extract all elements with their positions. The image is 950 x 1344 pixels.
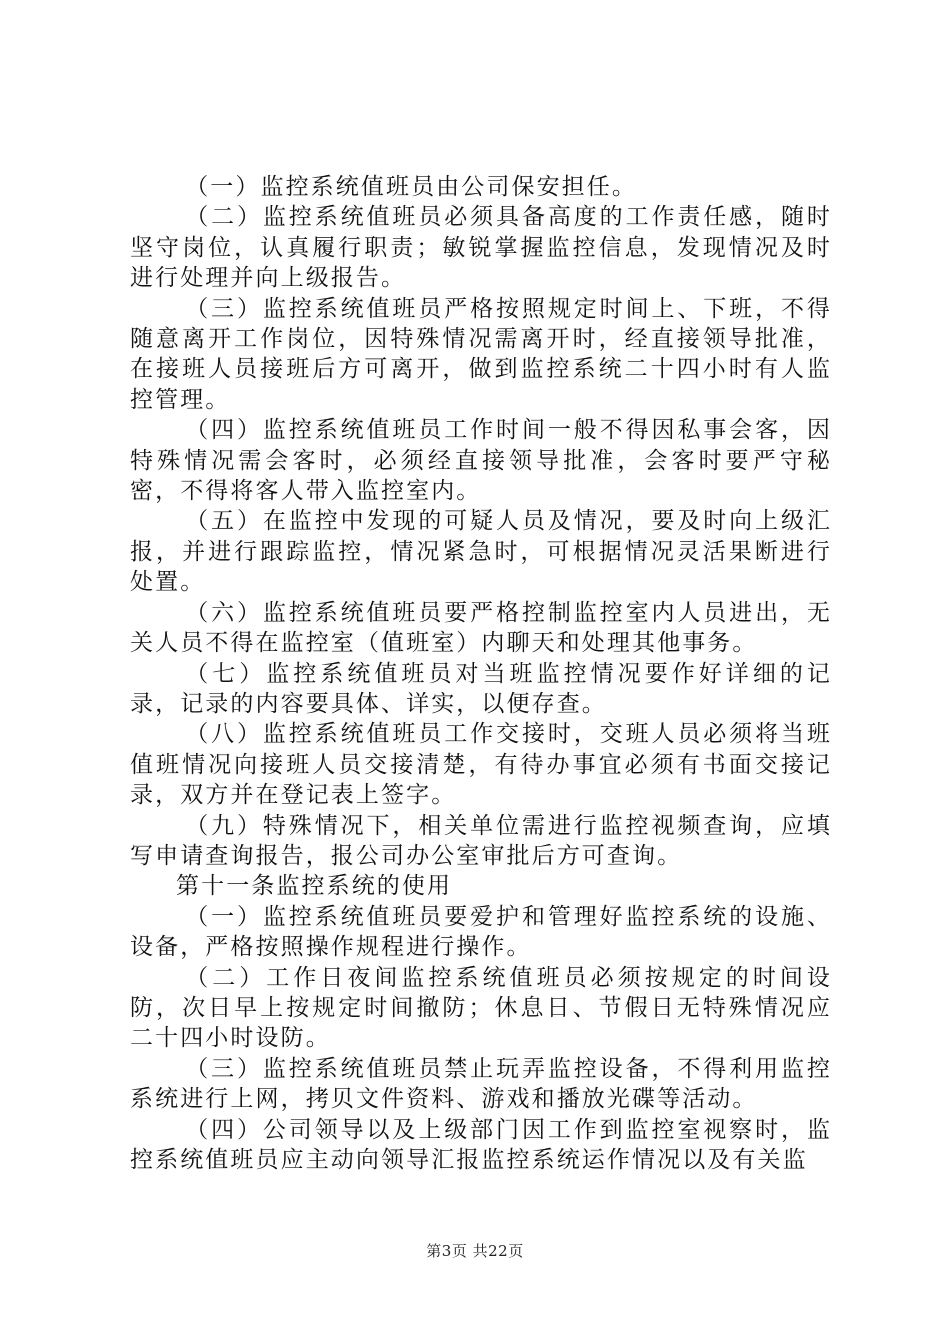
- paragraph-4: （四）监控系统值班员工作时间一般不得因私事会客，因特殊情况需会客时，必须经直接领导批准，会客时要严守秘密，不得将客人带入监控室内。: [130, 417, 832, 505]
- paragraph-2: （二）监控系统值班员必须具备高度的工作责任感，随时坚守岗位，认真履行职责；敏锐掌握监控信息，发现情况及时进行处理并向上级报告。: [130, 204, 832, 292]
- paragraph-9: （九）特殊情况下，相关单位需进行监控视频查询，应填写申请查询报告，报公司办公室审批后方可查询。: [130, 812, 832, 869]
- paragraph-13: （四）公司领导以及上级部门因工作到监控室视察时，监控系统值班员应主动向领导汇报监控系统运作情况以及有关监: [130, 1116, 832, 1173]
- paragraph-1: （一）监控系统值班员由公司保安担任。: [185, 174, 637, 200]
- document-body: [130, 172, 832, 1175]
- section-heading: 第十一条监控系统的使用: [176, 873, 453, 900]
- paragraph-5: （五）在监控中发现的可疑人员及情况，要及时向上级汇报，并进行跟踪监控，情况紧急时，可根据情况灵活果断进行处置。: [130, 508, 832, 596]
- paragraph-12: （三）监控系统值班员禁止玩弄监控设备，不得利用监控系统进行上网，拷贝文件资料、游戏和播放光碟等活动。: [130, 1055, 832, 1113]
- paragraph-3: （三）监控系统值班员严格按照规定时间上、下班，不得随意离开工作岗位，因特殊情况需离开时，经直接领导批准，在接班人员接班后方可离开，做到监控系统二十四小时有人监控管理。: [130, 295, 832, 413]
- page-number-footer: 第3页 共22页: [426, 1242, 524, 1260]
- paragraph-10: （一）监控系统值班员要爱护和管理好监控系统的设施、设备，严格按照操作规程进行操作。: [130, 903, 832, 961]
- paragraph-11: （二）工作日夜间监控系统值班员必须按规定的时间设防，次日早上按规定时间撤防；休息日、节假日无特殊情况应二十四小时设防。: [130, 964, 832, 1052]
- paragraph-6: （六）监控系统值班员要严格控制监控室内人员进出，无关人员不得在监控室（值班室）内聊天和处理其他事务。: [130, 599, 832, 657]
- paragraph-8: （八）监控系统值班员工作交接时，交班人员必须将当班值班情况向接班人员交接清楚，有待办事宜必须有书面交接记录，双方并在登记表上签字。: [130, 721, 832, 809]
- paragraph-7: （七）监控系统值班员对当班监控情况要作好详细的记录，记录的内容要具体、详实，以便存查。: [130, 660, 832, 717]
